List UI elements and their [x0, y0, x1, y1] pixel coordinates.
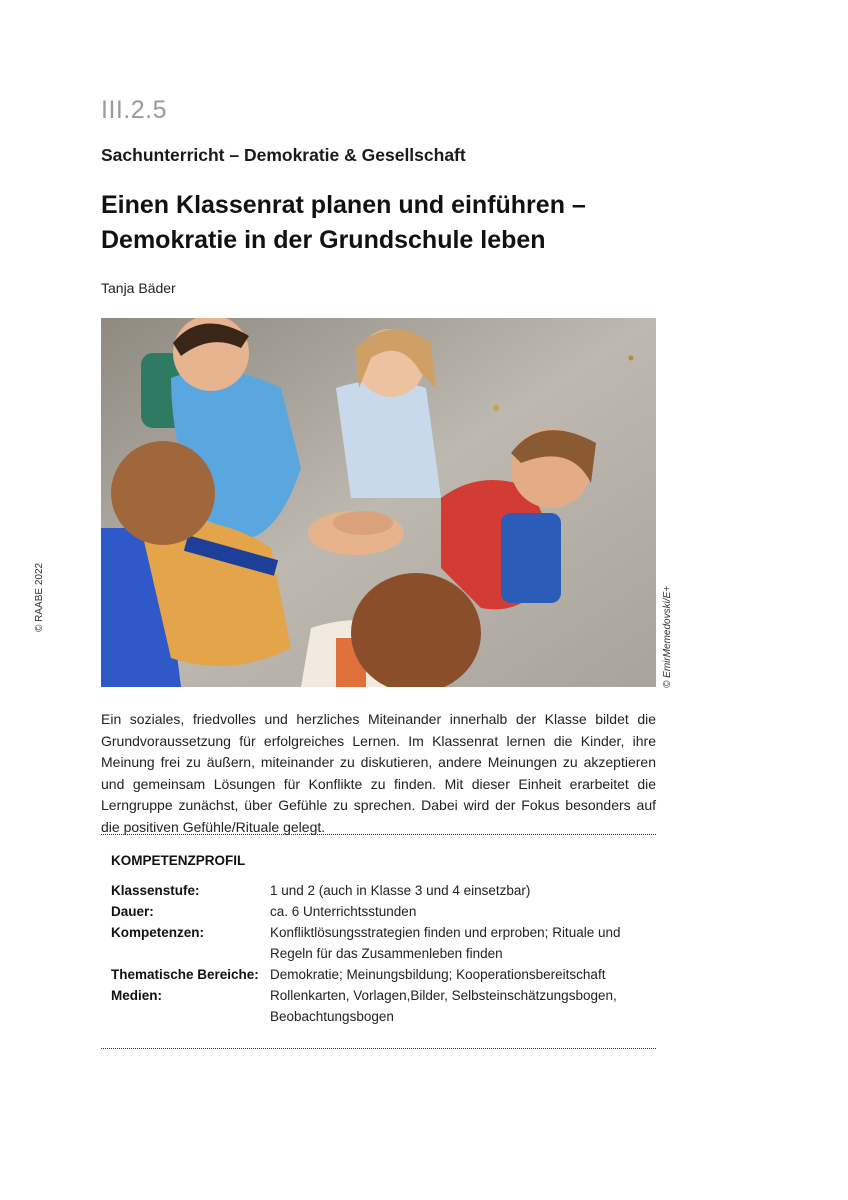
profile-label: Medien: [111, 988, 163, 1003]
dotted-divider-bottom [101, 1048, 656, 1049]
profile-value: Rollenkarten, Vorlagen,Bilder, Selbsteinschätzungsbogen, Beobachtungsbogen [270, 988, 617, 1024]
profile-value: Demokratie; Meinungsbildung; Kooperationsbereitschaft [270, 967, 606, 982]
profile-row-competences [111, 922, 656, 964]
profile-label: Thematische Bereiche: [111, 967, 259, 982]
section-number: III.2.5 [101, 96, 168, 124]
profile-label: Dauer: [111, 904, 154, 919]
profile-value: Konfliktlösungsstrategien finden und erproben; Rituale und Regeln für das Zusammenleben finden [270, 925, 621, 961]
profile-label: Klassenstufe: [111, 883, 200, 898]
copyright-note: © RAABE 2022 [34, 562, 45, 632]
profile-label: Kompetenzen: [111, 925, 205, 940]
profile-row-media [111, 985, 656, 1027]
page-title: Einen Klassenrat planen und einführen – Demokratie in der Grundschule leben [101, 191, 586, 254]
intro-text: Ein soziales, friedvolles und herzliches Miteinander innerhalb der Klasse bildet die Grundvoraussetzung für erfolgreiches Lernen. Im Klassenrat lernen die Kinder, ihre Meinung frei zu äußern, miteinander zu diskutieren, andere Meinungen zu akzeptieren und gemeinsam Lösungen für Konflikte zu finden. Mit dieser Einheit erarbeitet die Lerngruppe zunächst, über Gefühle zu sprechen. Dabei wird der Fokus besonders auf die positiven Gefühle/Rituale gelegt. [101, 711, 656, 835]
subject-line: Sachunterricht – Demokratie & Gesellschaft [101, 145, 466, 165]
profile-row-duration [111, 901, 656, 922]
profile-value: ca. 6 Unterrichtsstunden [270, 904, 417, 919]
profile-heading: KOMPETENZPROFIL [111, 853, 246, 868]
author: Tanja Bäder [101, 280, 176, 296]
competence-profile [111, 853, 656, 1027]
profile-value: 1 und 2 (auch in Klasse 3 und 4 einsetzbar) [270, 883, 531, 898]
intro-paragraph [101, 709, 656, 838]
children-photo [101, 318, 656, 687]
profile-row-topics [111, 964, 656, 985]
profile-row-grade [111, 880, 656, 901]
dotted-divider-top [101, 834, 656, 835]
photo-credit: © EmirMemedovski/E+ [662, 585, 673, 688]
